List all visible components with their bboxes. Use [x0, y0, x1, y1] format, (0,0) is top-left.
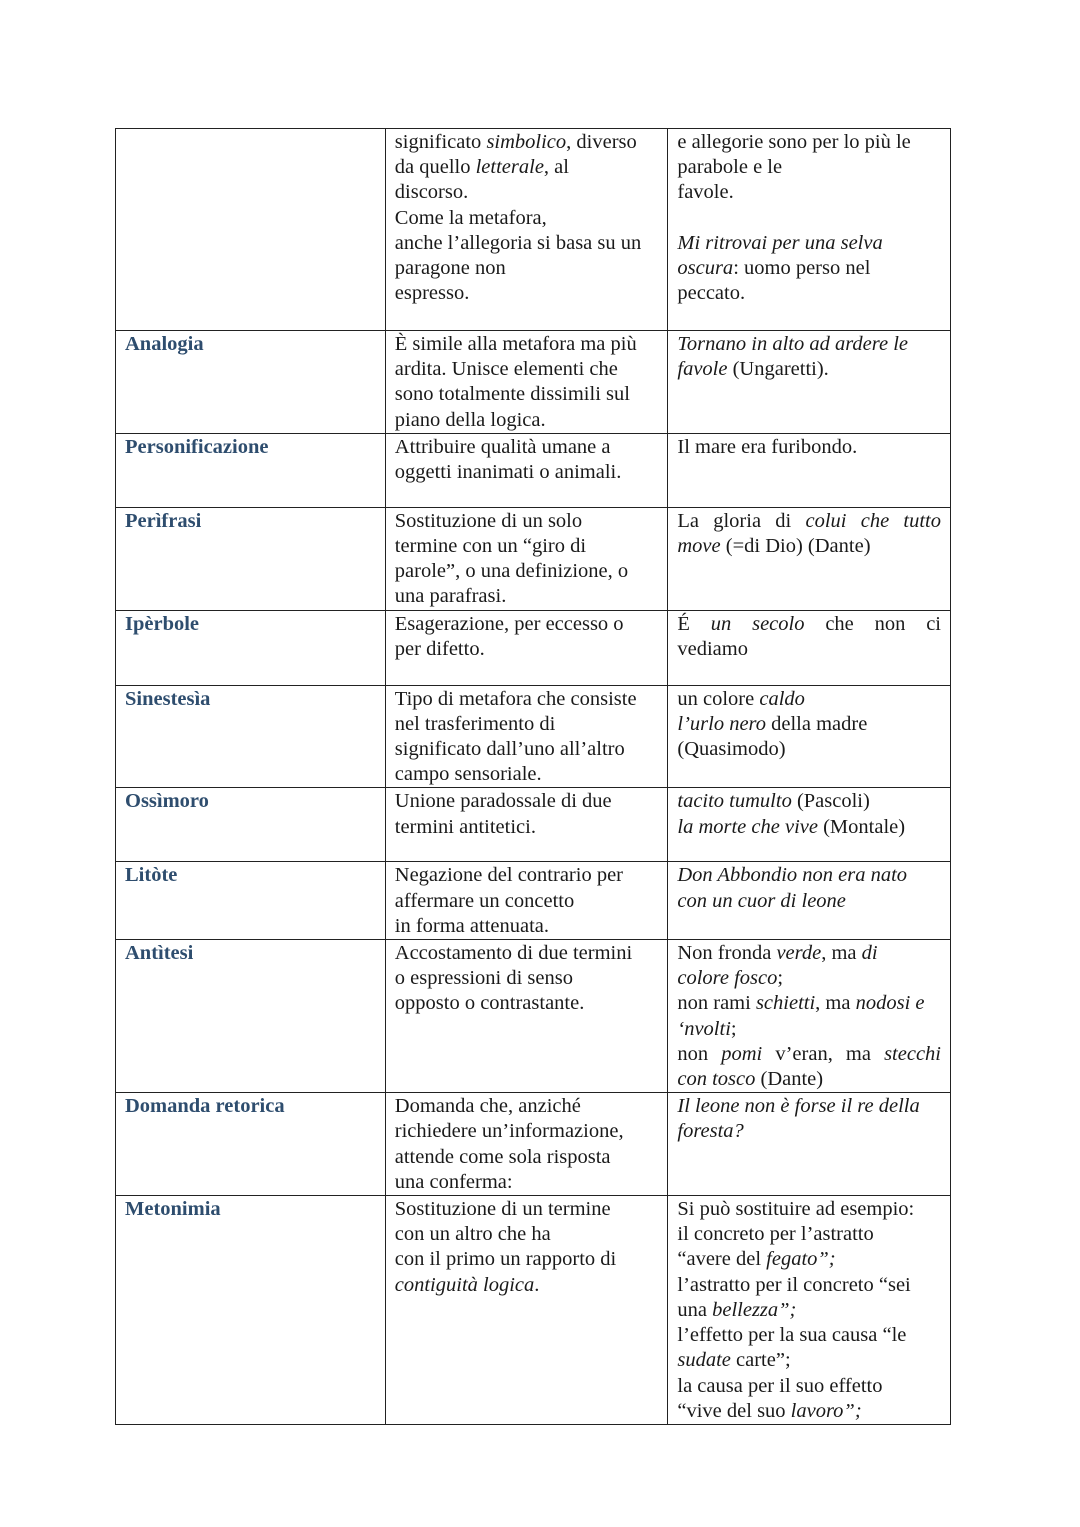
italic-text: pomi [721, 1042, 763, 1065]
italic-text: tacito tumulto [677, 790, 792, 813]
italic-text: favole [677, 358, 728, 381]
italic-text: Tornano in alto ad ardere le [677, 333, 909, 355]
term-label: Metonimia [125, 1198, 221, 1221]
text: Negazione del contrario per [394, 864, 623, 887]
text: (Quasimodo) [677, 738, 786, 761]
text-line [677, 612, 941, 637]
text: È simile alla metafora ma più [394, 333, 637, 355]
italic-text: bellezza”; [712, 1298, 797, 1321]
text-line [677, 231, 941, 256]
definition-cell [385, 940, 668, 1093]
term-cell [116, 1093, 386, 1196]
text: Attribuire qualità umane a [394, 435, 611, 458]
text: (Montale) [817, 815, 906, 838]
italic-text: nodosi e [855, 992, 925, 1015]
text-line [677, 1197, 941, 1222]
text-line [677, 1017, 941, 1042]
text: “vive del suo [677, 1399, 791, 1422]
text-line [677, 712, 941, 737]
text-line [395, 789, 659, 814]
definition-cell [385, 788, 668, 862]
text: della madre [766, 712, 868, 735]
italic-text: Don Abbondio non era nato [677, 864, 908, 887]
italic-text: ‘nvolti [677, 1017, 731, 1040]
term-cell [116, 1196, 386, 1425]
text-line [395, 815, 659, 840]
text: una parafrasi. [394, 585, 507, 608]
text: l’astratto per il concreto “sei [677, 1273, 911, 1296]
text-line [677, 991, 941, 1016]
term-cell [116, 433, 386, 507]
text: piano della logica. [394, 408, 546, 431]
example-cell [668, 940, 951, 1093]
text: la causa per il suo effetto [677, 1374, 883, 1397]
text-line [677, 1222, 941, 1247]
text: Domanda che, anziché [394, 1095, 581, 1118]
text: che non ci [804, 612, 941, 635]
term-label: Sinestesìa [125, 687, 211, 710]
text: , al [543, 156, 569, 179]
text-line [677, 1323, 941, 1348]
text: La gloria di [677, 509, 806, 532]
italic-text: oscura [677, 257, 734, 279]
text: da quello [394, 156, 476, 179]
term-label: Analogia [125, 333, 204, 355]
text: termine con un “giro di [394, 535, 587, 558]
text-line [395, 762, 659, 787]
text-line [677, 332, 941, 357]
term-label: Perìfrasi [125, 509, 202, 532]
definition-cell [385, 862, 668, 940]
table-row [116, 331, 951, 434]
table-row [116, 507, 951, 610]
text-line [395, 737, 659, 762]
text-line [395, 584, 659, 609]
text: affermare un concetto [394, 889, 575, 912]
text: anche l’allegoria si basa su un [394, 231, 642, 254]
text: ; [730, 1017, 737, 1040]
example-cell [668, 685, 951, 788]
text-line [677, 789, 941, 814]
definition-cell [385, 331, 668, 434]
example-cell [668, 1196, 951, 1425]
text: Esagerazione, per eccesso o [394, 612, 624, 635]
text: Si può sostituire ad esempio: [677, 1198, 915, 1221]
text-line [395, 637, 659, 662]
text: il concreto per l’astratto [677, 1223, 874, 1246]
text: Accostamento di due termini [394, 942, 633, 965]
definition-cell [385, 610, 668, 685]
italic-text: lavoro”; [790, 1399, 862, 1422]
text-line [677, 1348, 941, 1373]
term-label: Ossìmoro [125, 790, 209, 813]
text-line [395, 889, 659, 914]
text: carte”; [730, 1349, 791, 1372]
italic-text: schietti [755, 992, 816, 1015]
term-cell [116, 685, 386, 788]
text-line [677, 1094, 941, 1119]
text-line [395, 180, 659, 205]
text: “avere del [677, 1248, 767, 1271]
text-line [395, 408, 659, 433]
italic-text: fegato”; [766, 1248, 836, 1271]
text: con un altro che ha [394, 1223, 551, 1246]
text: richiedere un’informazione, [394, 1120, 624, 1143]
text-line [677, 1119, 941, 1144]
text-line [395, 712, 659, 737]
text: Come la metafora, [394, 206, 547, 229]
definition-cell [385, 1093, 668, 1196]
text: con il primo un rapporto di [394, 1248, 617, 1271]
text-line [395, 281, 659, 306]
text-line [395, 206, 659, 231]
text: l’effetto per la sua causa “le [677, 1324, 907, 1347]
text: Non fronda [677, 942, 777, 965]
text-line [677, 966, 941, 991]
italic-text: caldo [759, 687, 805, 710]
text-line [395, 966, 659, 991]
text-line [395, 435, 659, 460]
italic-text: con tosco [677, 1068, 756, 1091]
text-line [395, 612, 659, 637]
text-line [677, 815, 941, 840]
text-line [395, 1273, 659, 1298]
text: opposto o contrastante. [394, 992, 585, 1015]
table-row [116, 610, 951, 685]
term-label: Litòte [125, 864, 178, 887]
text-line [677, 941, 941, 966]
italic-text: move [677, 535, 721, 558]
table-body [116, 129, 951, 1425]
text: Sostituzione di un termine [394, 1198, 611, 1221]
text-line [677, 889, 941, 914]
text: una conferma: [394, 1170, 513, 1193]
text-line [395, 256, 659, 281]
text: espresso. [394, 282, 470, 305]
text-line [677, 534, 941, 559]
text-line [677, 1374, 941, 1399]
text: un colore [677, 687, 760, 710]
text-line [395, 155, 659, 180]
text: per difetto. [394, 637, 485, 660]
text: (Ungaretti). [727, 358, 829, 381]
term-cell [116, 129, 386, 331]
text-line [395, 509, 659, 534]
text: attende come sola risposta [394, 1145, 611, 1168]
text-line [395, 534, 659, 559]
text-line [677, 281, 941, 306]
text: v’eran, ma [762, 1042, 885, 1065]
term-label: Domanda retorica [125, 1095, 285, 1118]
text: parole”, o una definizione, o [394, 560, 629, 583]
text: nel trasferimento di [394, 712, 556, 735]
term-cell [116, 788, 386, 862]
italic-text: colui che tutto [805, 509, 941, 532]
example-cell [668, 433, 951, 507]
text-line [395, 1197, 659, 1222]
text: una [677, 1298, 713, 1321]
text-line [677, 637, 941, 662]
text: ; [777, 967, 784, 990]
text: Il mare era furibondo. [677, 435, 858, 458]
text: significato dall’uno all’altro [394, 738, 625, 761]
text-line [677, 130, 941, 155]
text-line [395, 130, 659, 155]
italic-text: colore fosco [677, 967, 778, 990]
text-line [395, 687, 659, 712]
text: parabole e le [677, 156, 783, 179]
text: paragone non [394, 257, 506, 280]
text-line [677, 1042, 941, 1067]
italic-text: sudate [677, 1349, 731, 1372]
term-label: Ipèrbole [125, 612, 200, 635]
term-cell [116, 940, 386, 1093]
text: sono totalmente dissimili sul [394, 383, 630, 406]
text-line [677, 357, 941, 382]
text: non [677, 1042, 722, 1065]
text-line [677, 687, 941, 712]
blank-line [677, 206, 941, 231]
text-line [677, 1298, 941, 1323]
text: favole. [677, 181, 734, 204]
term-label: Antìtesi [125, 942, 194, 965]
example-cell [668, 1093, 951, 1196]
text: ardita. Unisce elementi che [394, 358, 618, 381]
text: Tipo di metafora che consiste [394, 687, 637, 710]
text-line [677, 1399, 941, 1424]
text: e allegorie sono per lo più le [677, 131, 911, 153]
definition-cell [385, 685, 668, 788]
text: o espressioni di senso [394, 967, 573, 990]
term-cell [116, 507, 386, 610]
text: , diverso [566, 131, 637, 153]
example-cell [668, 788, 951, 862]
text-line [677, 1067, 941, 1092]
table-row [116, 129, 951, 331]
term-label: Personificazione [125, 435, 269, 458]
text: in forma attenuata. [394, 914, 550, 937]
text-line [395, 332, 659, 357]
italic-text: verde [776, 942, 822, 965]
definition-cell [385, 129, 668, 331]
text-line [395, 1119, 659, 1144]
italic-text: un secolo [710, 612, 805, 635]
text-line [677, 1273, 941, 1298]
text: É [677, 612, 711, 635]
table-row [116, 433, 951, 507]
text-line [395, 559, 659, 584]
text-line [395, 1094, 659, 1119]
table-row [116, 862, 951, 940]
text-line [677, 435, 941, 460]
text: non rami [677, 992, 756, 1015]
example-cell [668, 331, 951, 434]
text-line [395, 941, 659, 966]
text: Sostituzione di un solo [394, 509, 583, 532]
italic-text: la morte che vive [677, 815, 818, 838]
text: (Pascoli) [791, 790, 870, 813]
table-row [116, 685, 951, 788]
text-line [395, 382, 659, 407]
text: oggetti inanimati o animali. [394, 461, 622, 484]
term-cell [116, 862, 386, 940]
term-cell [116, 610, 386, 685]
text: campo sensoriale. [394, 763, 542, 786]
italic-text: simbolico [486, 131, 567, 153]
table-row [116, 1196, 951, 1425]
text-line [395, 863, 659, 888]
text-line [395, 357, 659, 382]
text-line [677, 1247, 941, 1272]
table-row [116, 940, 951, 1093]
text: discorso. [394, 181, 469, 204]
text-line [395, 1247, 659, 1272]
table-row [116, 788, 951, 862]
text-line [395, 460, 659, 485]
italic-text: stecchi [884, 1042, 941, 1065]
text-line [677, 256, 941, 281]
text: significato [394, 131, 487, 153]
example-cell [668, 862, 951, 940]
example-cell [668, 610, 951, 685]
figures-of-speech-table [115, 128, 951, 1425]
text-line [395, 231, 659, 256]
example-cell [668, 507, 951, 610]
text: (=di Dio) (Dante) [720, 535, 871, 558]
text: . [534, 1273, 540, 1296]
text: : uomo perso nel [733, 257, 871, 279]
text-line [395, 1170, 659, 1195]
italic-text: Mi ritrovai per una selva [677, 231, 883, 254]
text-line [677, 155, 941, 180]
text: , ma [821, 942, 862, 965]
term-cell [116, 331, 386, 434]
text: , ma [815, 992, 856, 1015]
definition-cell [385, 507, 668, 610]
italic-text: foresta? [677, 1120, 744, 1143]
text-line [677, 180, 941, 205]
italic-text: l’urlo nero [677, 712, 767, 735]
table-row [116, 1093, 951, 1196]
text: vediamo [677, 637, 748, 660]
text-line [395, 914, 659, 939]
text: (Dante) [755, 1068, 824, 1091]
italic-text: letterale [475, 156, 544, 179]
text: Unione paradossale di due [394, 790, 612, 813]
text-line [677, 737, 941, 762]
definition-cell [385, 433, 668, 507]
italic-text: di [861, 942, 878, 965]
italic-text: contiguità logica [394, 1273, 535, 1296]
definition-cell [385, 1196, 668, 1425]
text-line [677, 863, 941, 888]
italic-text: Il leone non è forse il re della [677, 1095, 920, 1118]
italic-text: con un cuor di leone [677, 889, 846, 912]
text-line [395, 1222, 659, 1247]
text-line [677, 509, 941, 534]
text: peccato. [677, 282, 746, 305]
example-cell [668, 129, 951, 331]
text-line [395, 991, 659, 1016]
text: termini antitetici. [394, 815, 536, 838]
text-line [395, 1145, 659, 1170]
